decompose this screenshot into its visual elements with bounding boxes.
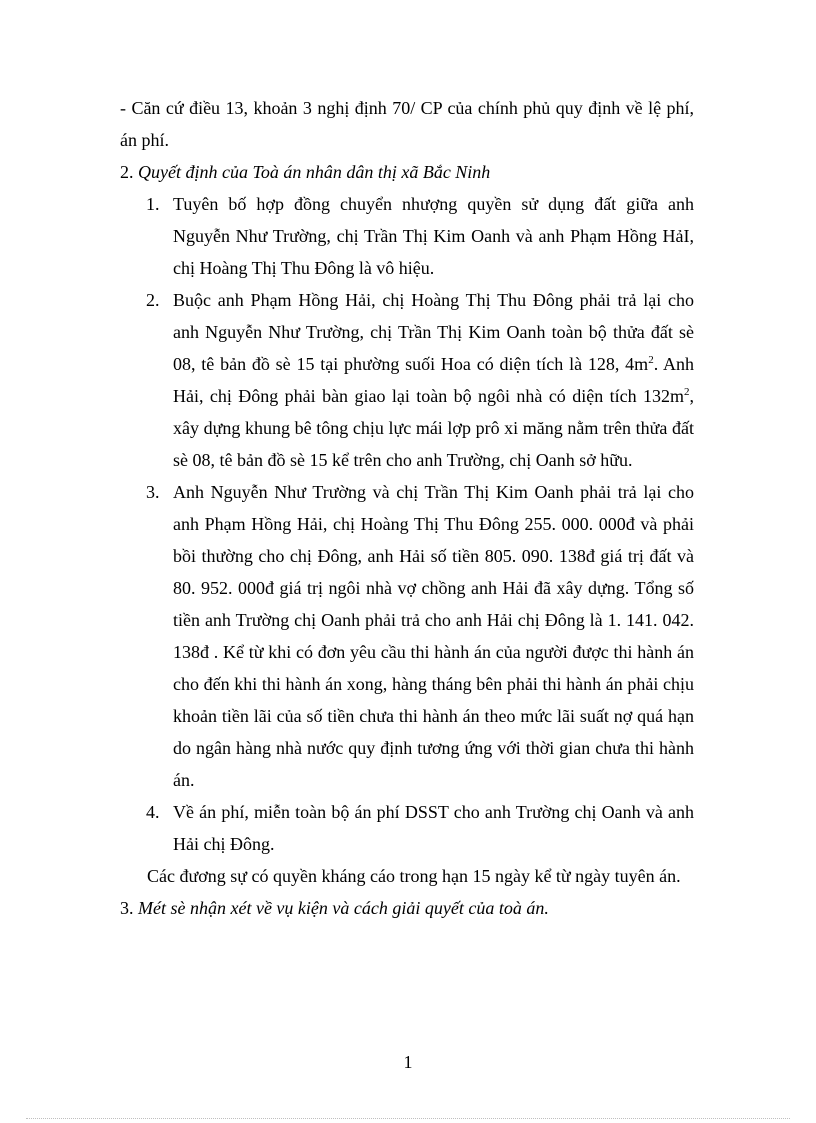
- decision-item-3-marker: 3.: [146, 482, 160, 502]
- decision-item-2-text-c: , xây dựng khung bê tông chịu lực mái lợp prô xi măng nằm trên thửa đất sè 08, tê bản đồ sè 15 kể trên cho anh Trường, chị Oanh sở hữu.: [173, 386, 694, 470]
- decision-item-1: [120, 188, 694, 284]
- appeal-paragraph: Các đương sự có quyền kháng cáo trong hạn 15 ngày kể từ ngày tuyên án.: [147, 866, 681, 886]
- decision-item-2-text-a: Buộc anh Phạm Hồng Hải, chị Hoàng Thị Thu Đông phải trả lại cho anh Nguyễn Như Trường, chị Trần Thị Kim Oanh toàn bộ thửa đất sè 08, tê bản đồ sè 15 tại phường suối Hoa có diện tích là 128, 4m: [173, 290, 694, 374]
- section-2-number: 2.: [120, 162, 134, 182]
- decision-item-1-text: Tuyên bố hợp đồng chuyển nhượng quyền sử dụng đất giữa anh Nguyễn Như Trường, chị Trần Thị Kim Oanh và anh Phạm Hồng HảI, chị Hoàng Thị Thu Đông là vô hiệu.: [173, 194, 694, 278]
- decision-item-4-text: Về án phí, miễn toàn bộ án phí DSST cho anh Trường chị Oanh và anh Hải chị Đông.: [173, 802, 694, 854]
- section-3-heading: [120, 892, 694, 924]
- decision-list: [120, 188, 694, 860]
- decision-item-2-sup-b: 2: [684, 386, 690, 398]
- section-3-number: 3.: [120, 898, 134, 918]
- page-content: [120, 92, 694, 924]
- decision-item-3-text: Anh Nguyễn Như Trường và chị Trần Thị Kim Oanh phải trả lại cho anh Phạm Hồng Hải, chị Hoàng Thị Thu Đông 255. 000. 000đ và phải bồi thường cho chị Đông, anh Hải số tiền 805. 090. 138đ giá trị đất và 80. 952. 000đ giá trị ngôi nhà vợ chồng anh Hải đã xây dựng. Tổng số tiền anh Trường chị Oanh phải trả cho anh Hải chị Đông là 1. 141. 042. 138đ . Kể từ khi có đơn yêu cầu thi hành án của người được thi hành án cho đến khi thi hành án xong, hàng tháng bên phải thi hành án phải chịu khoản tiền lãi của số tiền chưa thi hành án theo mức lãi suất nợ quá hạn do ngân hàng nhà nước quy định tương ứng với thời gian chưa thi hành án.: [173, 482, 694, 790]
- decision-item-2-marker: 2.: [146, 290, 160, 310]
- footer-divider: [26, 1118, 790, 1119]
- decision-item-1-marker: 1.: [146, 194, 160, 214]
- decision-item-4-marker: 4.: [146, 802, 160, 822]
- decision-item-2: [120, 284, 694, 476]
- page-number: 1: [403, 1052, 413, 1072]
- section-2-heading: [120, 156, 694, 188]
- section-2-title: Quyết định của Toà án nhân dân thị xã Bắc Ninh: [138, 162, 491, 182]
- decision-item-2-text-b: . Anh Hải, chị Đông phải bàn giao lại toàn bộ ngôi nhà có diện tích 132m: [173, 354, 694, 406]
- decision-item-3: [120, 476, 694, 796]
- decision-item-2-sup-a: 2: [648, 354, 654, 366]
- section-3-title: Mét sè nhận xét về vụ kiện và cách giải quyết của toà án.: [138, 898, 549, 918]
- legal-basis-line: - Căn cứ điều 13, khoản 3 nghị định 70/ CP của chính phủ quy định về lệ phí, án phí.: [120, 98, 694, 150]
- decision-item-4: [120, 796, 694, 860]
